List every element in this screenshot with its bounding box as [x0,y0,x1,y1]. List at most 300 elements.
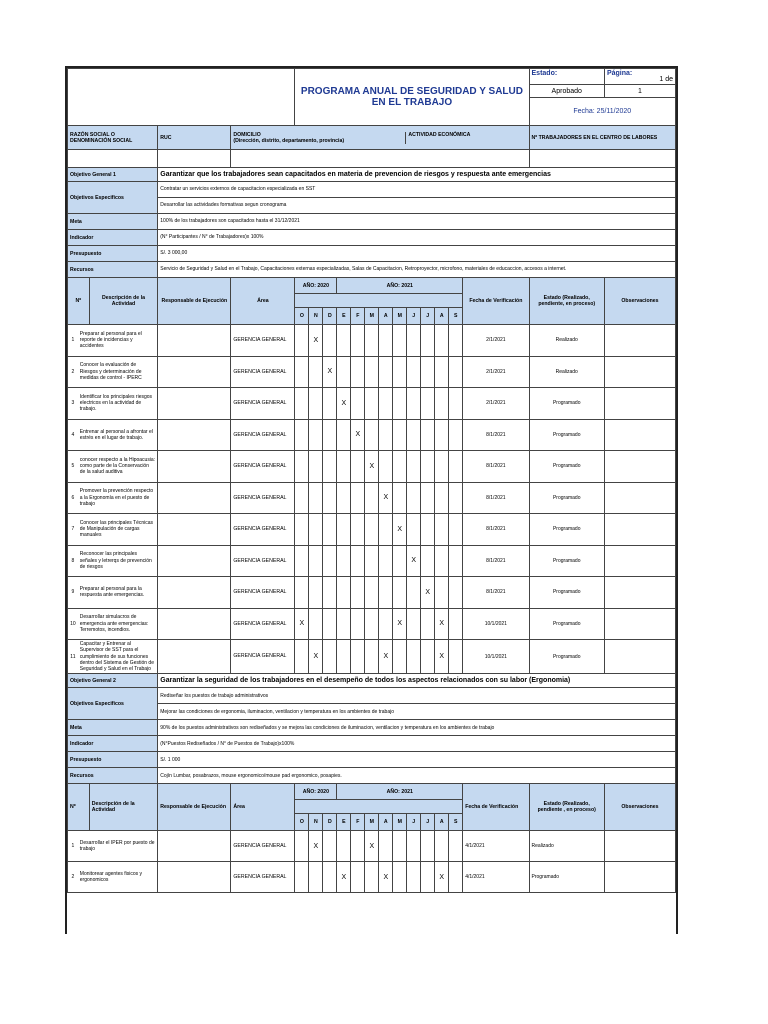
act1-row-month-2 [323,545,337,577]
act1-row-month-0 [295,482,309,514]
act1-row-month-2 [323,608,337,640]
objective1-indicador-label: Indicador [68,230,158,246]
act1-year2020: AÑO: 2020 [295,278,337,294]
act1-row-month-9 [421,545,435,577]
objective1-text: Garantizar que los trabajadores sean capacitados en materia de prevencion de riesgos y respuesta ante emergencias [158,168,676,182]
objective1-especifico-1: Contratar un servicios externos de capacitacion especializada en SST [158,182,676,198]
act1-row-fecha: 8/1/2021 [463,451,529,483]
act2-row-month-11 [449,831,463,862]
act1-row-resp [158,545,231,577]
act1-row-month-2 [323,482,337,514]
act1-row-resp [158,640,231,674]
act1-row-estado: Programado [529,545,604,577]
act1-row-month-6 [379,577,393,609]
act1-row-month-6 [379,325,393,357]
act1-row-month-9 [421,451,435,483]
objective1-especifico-2: Desarrollar las actividades formativas segun cronograma [158,198,676,214]
act2-row-month-11 [449,862,463,893]
pagina-label-text: Página: [606,70,633,77]
act2-row-month-0 [295,831,309,862]
trabajadores-value [529,150,675,168]
act1-month-4: F [351,308,365,325]
act2-row-month-2 [323,831,337,862]
objective1-label: Objetivo General 1 [68,168,158,182]
objective2-especifico-1: Rediseñar los puestos de trabajo administrativos [158,688,676,704]
act2-row-month-9 [421,831,435,862]
act1-row-area: GERENCIA GENERAL [231,608,295,640]
act1-row-month-4 [351,325,365,357]
act1-row-month-2 [323,419,337,451]
act1-row-month-11 [449,388,463,420]
act1-row-month-10 [435,482,449,514]
schedule-mark: X [435,640,449,674]
objective2-especifico-2: Mejorar las condiciones de ergonomia, iluminacion, ventilacion y temperatura en los ambientes de trabajo [158,704,676,720]
act1-row-month-1 [309,545,323,577]
act1-row-month-7 [393,451,407,483]
act1-row-month-0 [295,577,309,609]
act1-row-month-11 [449,640,463,674]
act1-row-resp [158,577,231,609]
act1-row-estado: Programado [529,451,604,483]
objective1-presupuesto: S/. 3 000,00 [158,246,676,262]
ruc-header: RUC [158,126,231,150]
objective2-especificos-label: Objetivos Especificos [68,688,158,720]
act1-row-estado: Programado [529,482,604,514]
razon-social-header: RAZÓN SOCIAL O DENOMINACIÓN SOCIAL [68,126,158,150]
act1-row-month-8 [407,388,421,420]
act1-row-month-2 [323,388,337,420]
act2-obs-header: Observaciones [604,784,675,831]
act2-row-month-1 [309,862,323,893]
act2-month-4: F [351,814,365,831]
act1-row-month-10 [435,419,449,451]
act1-month-11: S [449,308,463,325]
act1-row-area: GERENCIA GENERAL [231,514,295,546]
act2-fecha-header: Fecha de Verificación [463,784,529,831]
act2-row-month-10 [435,831,449,862]
act2-row-month-4 [351,862,365,893]
act1-year2021: AÑO: 2021 [337,278,463,294]
schedule-mark: X [309,325,323,357]
fecha: Fecha: 25/11/2020 [529,98,675,126]
act1-row-num: 10 [68,608,78,640]
act1-row-area: GERENCIA GENERAL [231,545,295,577]
act1-row-month-0 [295,419,309,451]
act1-row-desc: Reconocer las principales señales y letrerqs de prevención de riesgos [78,545,158,577]
act1-row-month-8 [407,577,421,609]
act1-row-month-5 [365,545,379,577]
act1-row-desc: Entrenar al personal a afrontar el estrés en el lugar de trabajo. [78,419,158,451]
act1-row-month-3 [337,577,351,609]
act1-row-fecha: 2/1/2021 [463,325,529,357]
act1-row-fecha: 2/1/2021 [463,356,529,388]
act1-row-fecha: 8/1/2021 [463,514,529,546]
schedule-mark: X [295,608,309,640]
act1-row-month-11 [449,451,463,483]
act1-row-estado: Programado [529,419,604,451]
act1-row-month-5 [365,482,379,514]
act1-row-month-6 [379,356,393,388]
act1-row-month-4 [351,451,365,483]
objective2-indicador: (N°Puestos Rediseñados / N° de Puestos de Trabajo)x100% [158,736,676,752]
act1-row-num: 7 [68,514,78,546]
program-table [67,68,676,893]
act1-row-month-3 [337,325,351,357]
schedule-mark: X [393,608,407,640]
act1-row-area: GERENCIA GENERAL [231,325,295,357]
act2-resp-header: Responsable de Ejecución [158,784,231,831]
act1-row-month-5 [365,388,379,420]
act1-month-1: N [309,308,323,325]
act2-row-month-8 [407,831,421,862]
act1-row-area: GERENCIA GENERAL [231,356,295,388]
act1-row-desc: Desarrollar simulacros de emergencia ante emergencias: Terremotos, incendios. [78,608,158,640]
act2-row-obs [604,862,675,893]
objective2-recursos-label: Recursos [68,768,158,784]
act1-row-desc: Preparar al personal para el reporte de incidencias y accidentes [78,325,158,357]
act1-row-estado: Programado [529,514,604,546]
trabajadores-header: Nº TRABAJADORES EN EL CENTRO DE LABORES [529,126,675,150]
act2-month-2: D [323,814,337,831]
act2-row-resp [158,831,231,862]
act1-row-month-10 [435,388,449,420]
schedule-mark: X [337,388,351,420]
act1-row-month-2 [323,577,337,609]
ruc-value [158,150,231,168]
act2-row-num: 1 [68,831,78,862]
act1-row-resp [158,451,231,483]
act1-row-month-4 [351,608,365,640]
objective2-meta-label: Meta [68,720,158,736]
domicilio-value [231,150,529,168]
act1-row-estado: Realizado [529,356,604,388]
act2-row-month-7 [393,831,407,862]
act1-row-month-2 [323,451,337,483]
act1-row-month-3 [337,482,351,514]
act2-desc-header: Descripción de la Actividad [89,784,158,831]
act1-row-obs [604,419,675,451]
act1-row-month-10 [435,325,449,357]
act1-row-month-5 [365,577,379,609]
act1-row-month-3 [337,545,351,577]
act1-month-7: M [393,308,407,325]
act2-row-num: 2 [68,862,78,893]
act1-row-month-1 [309,482,323,514]
act1-row-desc: Conocer las principales Técnicas de Manipulación de cargas manuales [78,514,158,546]
act1-desc-header: Descripción de la Actividad [89,278,158,325]
objective2-recursos: Cojín Lumbar, posabrazos, mouse ergonomico/mouse pad ergonomico, posapies. [158,768,676,784]
act1-row-fecha: 8/1/2021 [463,419,529,451]
act1-row-month-0 [295,545,309,577]
schedule-mark: X [323,356,337,388]
act1-row-month-4 [351,514,365,546]
act2-month-5: M [365,814,379,831]
act2-row-month-9 [421,862,435,893]
act1-row-month-7 [393,419,407,451]
act1-row-fecha: 10/1/2021 [463,608,529,640]
act1-row-desc: Capacitar y Entrenar al Supervisor de SST para el cumplimiento de sus funciones dentro del Sistema de Gestión de Seguridad y Salud en el Trabajo [78,640,158,674]
act1-row-desc: Identificar los principales riesgos electricos en la actividad de trabajo. [78,388,158,420]
objective1-meta: 100% de los trabajadores son capacitados hasta el 31/12/2021 [158,214,676,230]
act2-month-8: J [407,814,421,831]
act1-fecha-header: Fecha de Verificación [463,278,529,325]
act1-row-num: 8 [68,545,78,577]
act2-year2020: AÑO: 2020 [295,784,337,800]
schedule-mark: X [351,419,365,451]
act1-row-month-3 [337,356,351,388]
act1-months-spacer [295,294,463,308]
act1-row-month-11 [449,545,463,577]
act1-row-month-0 [295,640,309,674]
act1-row-month-1 [309,608,323,640]
act1-num-header: Nº [68,278,90,325]
act1-month-5: M [365,308,379,325]
act2-row-fecha: 4/1/2021 [463,862,529,893]
act2-month-3: E [337,814,351,831]
act1-row-month-3 [337,514,351,546]
page-title: PROGRAMA ANUAL DE SEGURIDAD Y SALUD EN EL TRABAJO [295,69,529,126]
act1-row-num: 6 [68,482,78,514]
act1-row-month-2 [323,325,337,357]
act1-row-month-1 [309,451,323,483]
act1-row-month-1 [309,388,323,420]
objective2-indicador-label: Indicador [68,736,158,752]
act1-row-month-7 [393,388,407,420]
act2-month-7: M [393,814,407,831]
act2-area-header: Área [231,784,295,831]
act1-month-8: J [407,308,421,325]
act1-row-area: GERENCIA GENERAL [231,419,295,451]
act2-month-11: S [449,814,463,831]
schedule-mark: X [379,482,393,514]
act2-month-1: N [309,814,323,831]
act2-month-9: J [421,814,435,831]
act2-estado-header: Estado (Realizado, pendiente , en proceso) [529,784,604,831]
act1-row-estado: Programado [529,388,604,420]
act1-row-month-2 [323,514,337,546]
act1-row-estado: Programado [529,577,604,609]
objective1-recursos-label: Recursos [68,262,158,278]
act1-row-month-4 [351,545,365,577]
act1-row-month-2 [323,640,337,674]
act1-row-estado: Programado [529,608,604,640]
act1-row-month-11 [449,608,463,640]
act1-row-area: GERENCIA GENERAL [231,388,295,420]
act1-row-estado: Realizado [529,325,604,357]
act1-row-fecha: 8/1/2021 [463,577,529,609]
act2-months-spacer [295,800,463,814]
act1-row-month-3 [337,640,351,674]
act1-row-desc: conocer respecto a la Hipoacusia: como parte de la Conservación de la salud auditiva [78,451,158,483]
act1-row-month-11 [449,577,463,609]
act1-row-obs [604,482,675,514]
act1-row-month-3 [337,608,351,640]
act1-row-month-8 [407,356,421,388]
act1-row-month-0 [295,325,309,357]
act1-row-month-8 [407,419,421,451]
schedule-mark: X [421,577,435,609]
act1-row-num: 3 [68,388,78,420]
act1-row-month-6 [379,608,393,640]
act1-row-month-0 [295,356,309,388]
act1-row-fecha: 2/1/2021 [463,388,529,420]
act1-month-6: A [379,308,393,325]
objective2-text: Garantizar la seguridad de los trabajadores en el desempeño de todos los aspectos relacionados con su labor (Ergonomia) [158,674,676,688]
act1-row-month-0 [295,388,309,420]
act1-row-month-7 [393,577,407,609]
act1-row-month-9 [421,419,435,451]
objective1-recursos: Servicio de Seguridad y Salud en el Trabajo, Capacitaciones externas especializadas, Salas de Capacitacion, Retroproyector, microfono, materiales de educaccion, accesos a internet. [158,262,676,278]
schedule-mark: X [379,640,393,674]
act1-month-0: O [295,308,309,325]
act1-row-month-8 [407,514,421,546]
act1-month-2: D [323,308,337,325]
act1-row-resp [158,419,231,451]
act2-row-obs [604,831,675,862]
act1-row-month-5 [365,608,379,640]
act1-row-month-4 [351,388,365,420]
objective2-meta: 90% de los puestos administrativos son rediseñados y se mejora las condiciones de iluminacion, ventilacion y temperatura en los ambientes de trabajo [158,720,676,736]
act2-row-month-2 [323,862,337,893]
razon-social-value [68,150,158,168]
act1-row-month-9 [421,640,435,674]
schedule-mark: X [309,640,323,674]
act1-row-month-11 [449,356,463,388]
schedule-mark: X [365,451,379,483]
act2-num-header: Nº [68,784,90,831]
act1-row-month-7 [393,482,407,514]
act1-row-obs [604,388,675,420]
act1-row-num: 1 [68,325,78,357]
act2-row-resp [158,862,231,893]
act1-row-month-1 [309,577,323,609]
act1-row-fecha: 10/1/2021 [463,640,529,674]
document-sheet [65,66,678,934]
act1-row-month-10 [435,545,449,577]
act1-row-month-6 [379,451,393,483]
schedule-mark: X [435,862,449,893]
act1-row-month-5 [365,325,379,357]
act1-row-month-0 [295,514,309,546]
act1-resp-header: Responsable de Ejecución [158,278,231,325]
act1-row-month-9 [421,514,435,546]
act1-row-month-4 [351,577,365,609]
schedule-mark: X [365,831,379,862]
act1-row-desc: Conocer la evaluación de Riesgos y determinación de medidas de control - IPERC [78,356,158,388]
act1-row-area: GERENCIA GENERAL [231,451,295,483]
act1-row-month-5 [365,356,379,388]
objective1-meta-label: Meta [68,214,158,230]
act1-row-resp [158,482,231,514]
act1-row-obs [604,325,675,357]
act2-row-month-6 [379,831,393,862]
estado-label: Estado: [529,69,604,85]
act2-row-month-5 [365,862,379,893]
act1-row-month-3 [337,419,351,451]
act1-row-resp [158,356,231,388]
act1-obs-header: Observaciones [604,278,675,325]
act2-row-estado: Realizado [529,831,604,862]
schedule-mark: X [309,831,323,862]
act2-row-fecha: 4/1/2021 [463,831,529,862]
act2-year2021: AÑO: 2021 [337,784,463,800]
act1-row-obs [604,545,675,577]
schedule-mark: X [393,514,407,546]
act1-row-obs [604,514,675,546]
act1-row-area: GERENCIA GENERAL [231,640,295,674]
act1-month-3: E [337,308,351,325]
act1-row-month-8 [407,451,421,483]
act1-row-area: GERENCIA GENERAL [231,577,295,609]
act1-row-month-11 [449,482,463,514]
act1-row-month-11 [449,514,463,546]
act2-month-10: A [435,814,449,831]
act1-row-obs [604,640,675,674]
act1-row-num: 4 [68,419,78,451]
act1-month-9: J [421,308,435,325]
act1-row-obs [604,451,675,483]
act1-row-obs [604,356,675,388]
act1-row-obs [604,577,675,609]
act1-row-month-6 [379,545,393,577]
act2-row-month-0 [295,862,309,893]
objective1-presupuesto-label: Presupuesto [68,246,158,262]
act1-row-month-4 [351,356,365,388]
act1-row-num: 5 [68,451,78,483]
schedule-mark: X [379,862,393,893]
domicilio-header [231,126,529,150]
schedule-mark: X [435,608,449,640]
act1-row-desc: Preparar al personal para la respuesta ante emergencias. [78,577,158,609]
act2-row-desc: Monitorear agentes fisicos y ergonomicos [78,862,158,893]
act1-row-month-8 [407,608,421,640]
act1-estado-header: Estado (Realizado, pendiente, en proceso) [529,278,604,325]
pagina-of: 1 de [659,76,673,83]
pagina-label [604,69,675,85]
act1-row-resp [158,514,231,546]
domicilio-title: DOMICILIO [233,131,261,138]
act1-row-resp [158,325,231,357]
act1-row-month-5 [365,419,379,451]
act1-row-month-7 [393,640,407,674]
act1-row-num: 9 [68,577,78,609]
act1-row-month-0 [295,451,309,483]
act2-row-desc: Desarrollar el IPER por puesto de trabajo [78,831,158,862]
act1-row-month-5 [365,514,379,546]
act1-month-10: A [435,308,449,325]
act1-row-month-4 [351,640,365,674]
act1-row-fecha: 8/1/2021 [463,545,529,577]
act2-row-month-8 [407,862,421,893]
act1-row-area: GERENCIA GENERAL [231,482,295,514]
act1-row-month-10 [435,514,449,546]
act1-row-month-11 [449,325,463,357]
act1-area-header: Área [231,278,295,325]
act1-row-obs [604,608,675,640]
act1-row-month-9 [421,325,435,357]
act1-row-month-10 [435,356,449,388]
domicilio-sub: (Dirección, distrito, departamento, provincia) [233,137,345,144]
act1-row-month-3 [337,451,351,483]
act1-row-month-5 [365,640,379,674]
objective1-especificos-label: Objetivos Especificos [68,182,158,214]
act1-row-resp [158,388,231,420]
act1-row-month-1 [309,419,323,451]
act1-row-month-6 [379,419,393,451]
act1-row-month-7 [393,356,407,388]
act1-row-num: 11 [68,640,78,674]
act1-row-month-6 [379,514,393,546]
